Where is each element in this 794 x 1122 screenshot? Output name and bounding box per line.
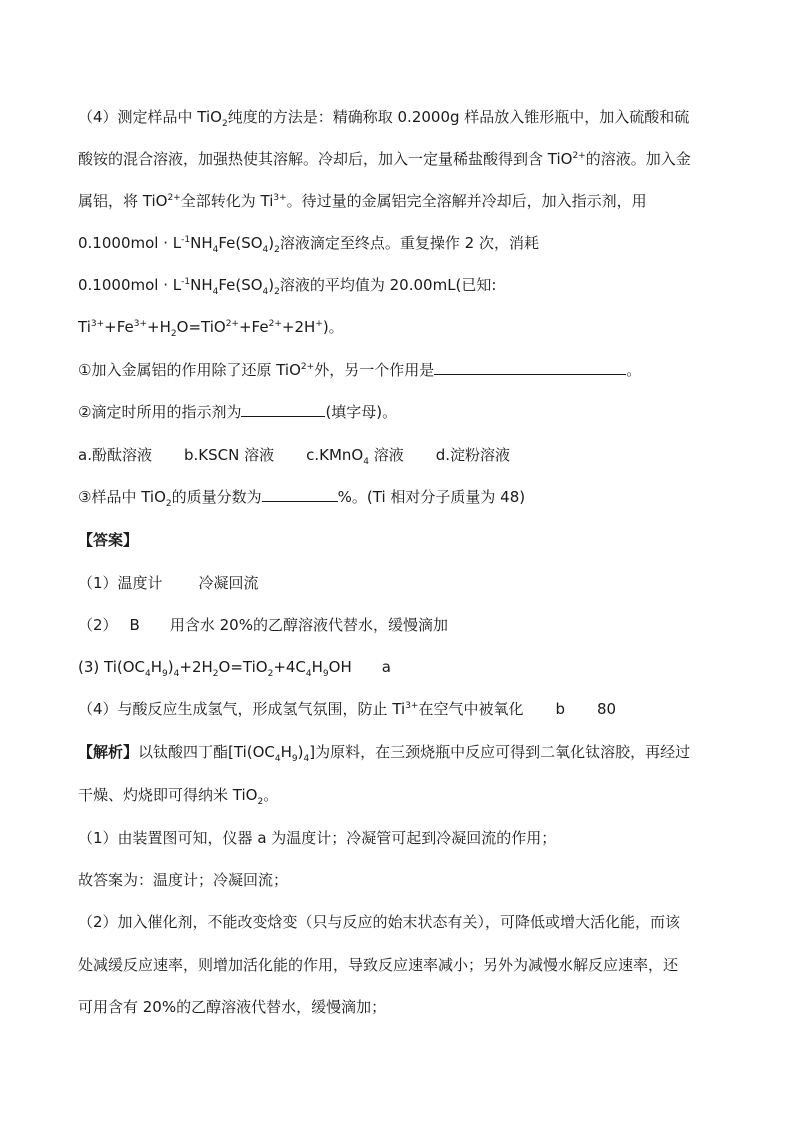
analysis-line-4: 故答案为：温度计；冷凝回流； bbox=[78, 871, 289, 889]
answer-blank-1[interactable] bbox=[434, 360, 626, 375]
answer-heading: 【答案】 bbox=[78, 531, 139, 549]
sub-question-1: ①加入金属铝的作用除了还原 TiO$^{2+}$外，另一个作用是 。 bbox=[78, 361, 642, 379]
analysis-heading: 【解析】 bbox=[78, 743, 139, 761]
analysis-line-6: 处减缓反应速率，则增加活化能的作用，导致反应速率减小；另外为减慢水解反应速率，还 bbox=[78, 956, 679, 974]
analysis-line-2: 干燥、灼烧即可得纳米 TiO$_2$。 bbox=[78, 786, 279, 807]
analysis-line-1: 【解析】以钛酸四丁酯$[Ti(OC_4H_9)_4]$为原料，在三颈烧瓶中反应可得到二氧化钛溶胶，再经过 bbox=[78, 743, 691, 764]
option-a: a.酚酞溶液 bbox=[78, 446, 152, 464]
analysis-line-3: （1）由装置图可知，仪器 a 为温度计；冷凝管可起到冷凝回流的作用； bbox=[78, 829, 557, 847]
analysis-line-7: 可用含有 20%的乙醇溶液代替水，缓慢滴加； bbox=[78, 998, 387, 1016]
option-d: d.淀粉溶液 bbox=[435, 446, 511, 464]
answer-3: (3) $Ti(OC_4H_9)_4+2H_2O=TiO_2+4C_4H_9OH$ a bbox=[78, 658, 391, 679]
q4-line-1: （4）测定样品中 TiO$_2$纯度的方法是：精确称取 0.2000g 样品放入锥形瓶中，加入硫酸和硫 bbox=[78, 108, 690, 129]
sub-question-2: ②滴定时所用的指示剂为 (填字母)。 bbox=[78, 403, 398, 421]
q4-line-4: $0.1000mol \cdot L^{-1}NH_4Fe(SO_4)_2$溶液滴定至终点。重复操作 2 次，消耗 bbox=[78, 234, 539, 255]
answer-blank-3[interactable] bbox=[262, 487, 338, 502]
analysis-line-5: （2）加入催化剂，不能改变焓变（只与反应的始末状态有关），可降低或增大活化能，而该 bbox=[78, 913, 681, 931]
sub-question-3: ③样品中 TiO$_2$的质量分数为 %。(Ti 相对分子质量为 48) bbox=[78, 488, 526, 509]
option-c: c.KMnO$_4$ 溶液 bbox=[306, 446, 404, 467]
answer-4: （4）与酸反应生成氢气，形成氢气氛围，防止 $Ti^{3+}$在空气中被氧化 b 80 bbox=[78, 700, 617, 718]
q4-line-2: 酸铵的混合溶液，加强热使其溶解。冷却后，加入一定量稀盐酸得到含 TiO$^{2+}$的溶液。加入金 bbox=[78, 150, 691, 168]
q4-line-6-equation: $Ti^{3+}+Fe^{3+}+H_2O=TiO^{2+}+Fe^{2+}+2H^+$)。 bbox=[78, 318, 344, 339]
option-b: b.KSCN 溶液 bbox=[183, 446, 275, 464]
q4-line-5: $0.1000mol \cdot L^{-1}NH_4Fe(SO_4)_2$溶液的平均值为 20.00mL(已知: bbox=[78, 276, 497, 297]
q4-line-3: 属铝，将 TiO$^{2+}$全部转化为 $Ti^{3+}$。待过量的金属铝完全溶解并冷却后，加入指示剂，用 bbox=[78, 192, 647, 210]
answer-blank-2[interactable] bbox=[241, 402, 325, 417]
answer-2: （2） B 用含水 20%的乙醇溶液代替水，缓慢滴加 bbox=[78, 616, 448, 634]
answer-1: （1）温度计 冷凝回流 bbox=[78, 574, 259, 592]
indicator-options bbox=[78, 445, 510, 465]
